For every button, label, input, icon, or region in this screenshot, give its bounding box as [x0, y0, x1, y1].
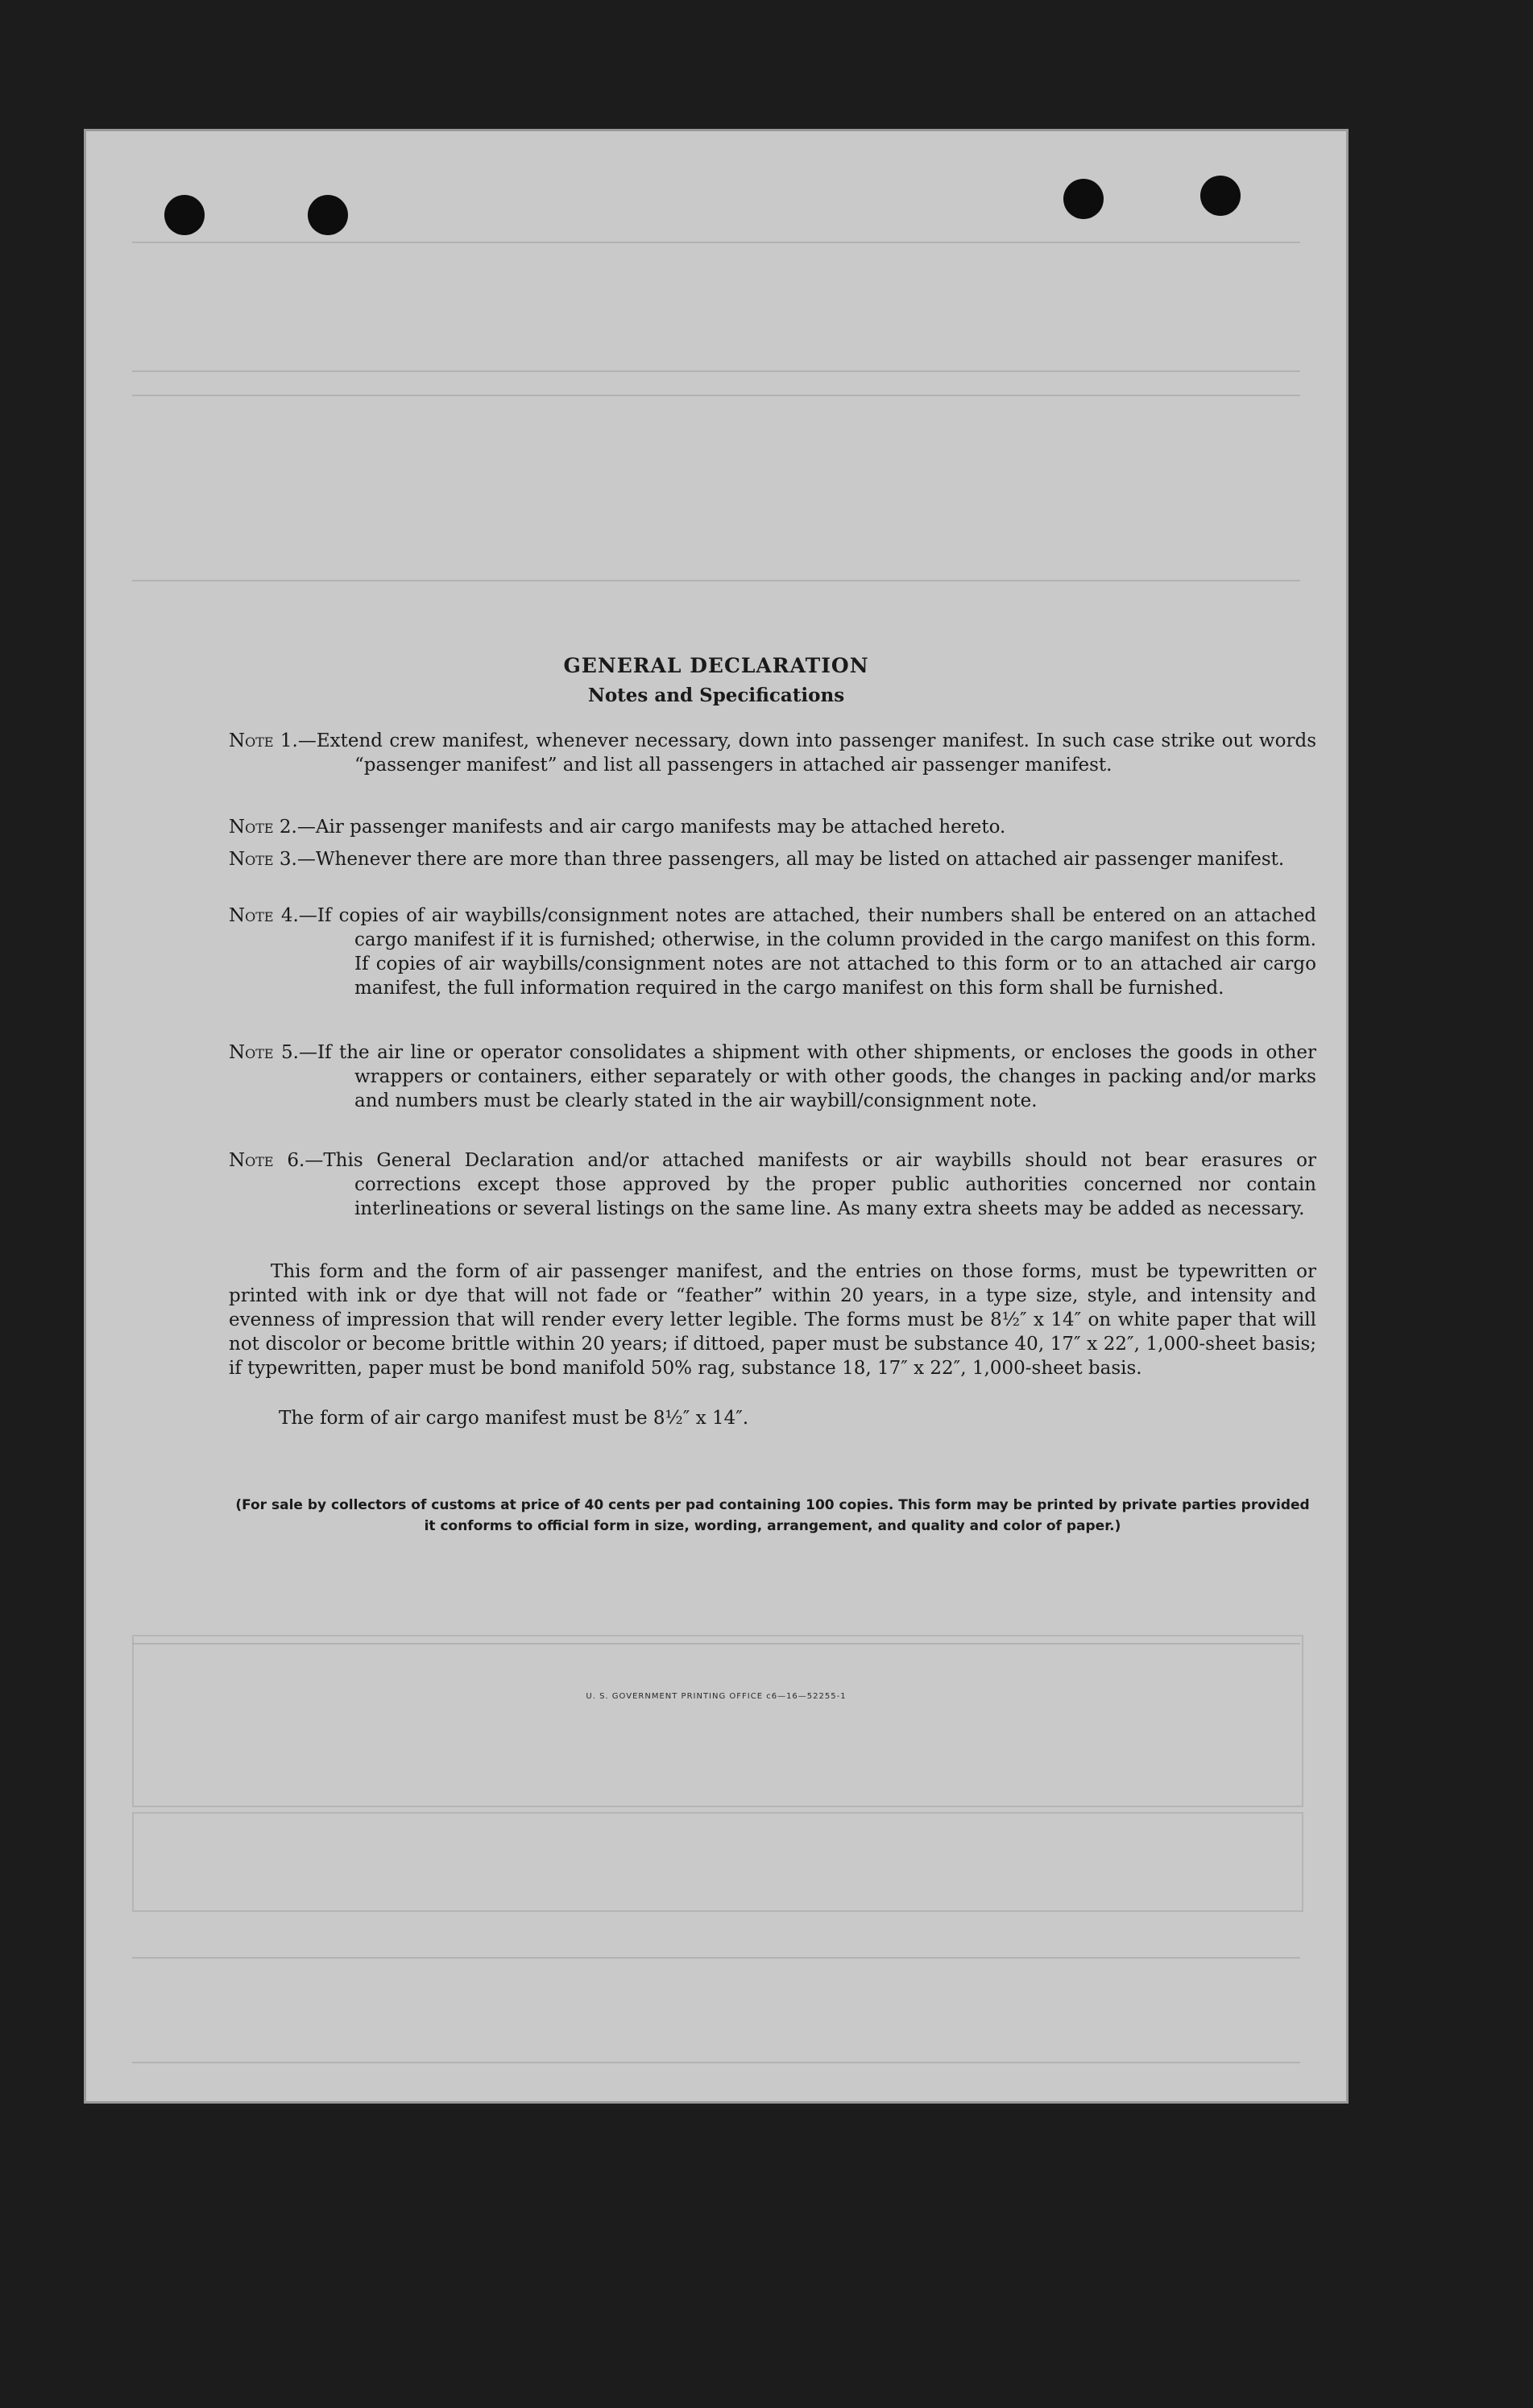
- page-title: GENERAL DECLARATION: [563, 654, 869, 677]
- note-3: [229, 847, 1316, 871]
- note-text: —If copies of air waybills/consignment notes are attached, their numbers shall be entered on an attached cargo manifest if it is furnished; otherwise, in the column provided in the cargo manifest on this form. If copies of air waybills/consignment notes are not attached to this form or to an attached air cargo manifest, the full information required in the cargo manifest on this form shall be furnished.: [298, 905, 1317, 999]
- note-text: —Whenever there are more than three passengers, all may be listed on attached air passenger manifest.: [296, 849, 1285, 870]
- note-label: Note 4.: [229, 905, 299, 926]
- note-text: —Extend crew manifest, whenever necessary, down into passenger manifest. In such case strike out words “passenger manifest” and list all passengers in attached air passenger manifest.: [297, 730, 1316, 776]
- note-1: [229, 729, 1316, 777]
- note-4: [229, 904, 1316, 1000]
- note-label: Note 1.: [229, 730, 298, 751]
- sale-notice: (For sale by collectors of customs at price of 40 cents per pad containing 100 copies. This form may be printed by private parties provided it conforms to official form in size, wording, arrangement, and quality and color of paper.): [235, 1497, 1310, 1534]
- note-text: —Air passenger manifests and air cargo manifests may be attached hereto.: [296, 817, 1006, 838]
- note-text: —This General Declaration and/or attached manifests or air waybills should not bear erasures or corrections except those approved by the proper public authorities concerned nor contain interlineations or several listings on the same line. As many extra sheets may be added as necessary.: [305, 1150, 1316, 1219]
- note-label: Note 5.: [229, 1042, 299, 1063]
- note-5: [229, 1041, 1316, 1113]
- form-specification-paragraph: [229, 1260, 1316, 1380]
- form-specification-text: This form and the form of air passenger manifest, and the entries on those forms, must be typewritten or printed with ink or dye that will not fade or “feather” within 20 years, in a type size, style, and intensity and evenness of impression that will render every letter legible. The forms must be 8½″ x 14″ on white paper that will not discolor or become brittle within 20 years; if dittoed, paper must be substance 40, 17″ x 22″, 1,000-sheet basis; if typewritten, paper must be bond manifold 50% rag, substance 18, 17″ x 22″, 1,000-sheet basis.: [229, 1261, 1316, 1379]
- note-6: [229, 1148, 1316, 1221]
- note-label: Note 3.: [229, 849, 297, 870]
- note-label: Note 2.: [229, 817, 297, 838]
- printer-line: U. S. GOVERNMENT PRINTING OFFICE c6—16—52255-1: [586, 1692, 847, 1701]
- page-subtitle: Notes and Specifications: [587, 685, 845, 706]
- cargo-size-line: The form of air cargo manifest must be 8½″ x 14″.: [279, 1408, 749, 1429]
- document-sheet: [84, 129, 1349, 2104]
- note-text: —If the air line or operator consolidates a shipment with other shipments, or encloses the goods in other wrappers or containers, either separately or with other goods, the changes in packing and/or marks and numbers must be clearly stated in the air waybill/consignment note.: [298, 1042, 1316, 1111]
- note-2: [229, 815, 1316, 839]
- note-label: Note 6.: [229, 1150, 305, 1171]
- document-content: [84, 129, 1349, 2104]
